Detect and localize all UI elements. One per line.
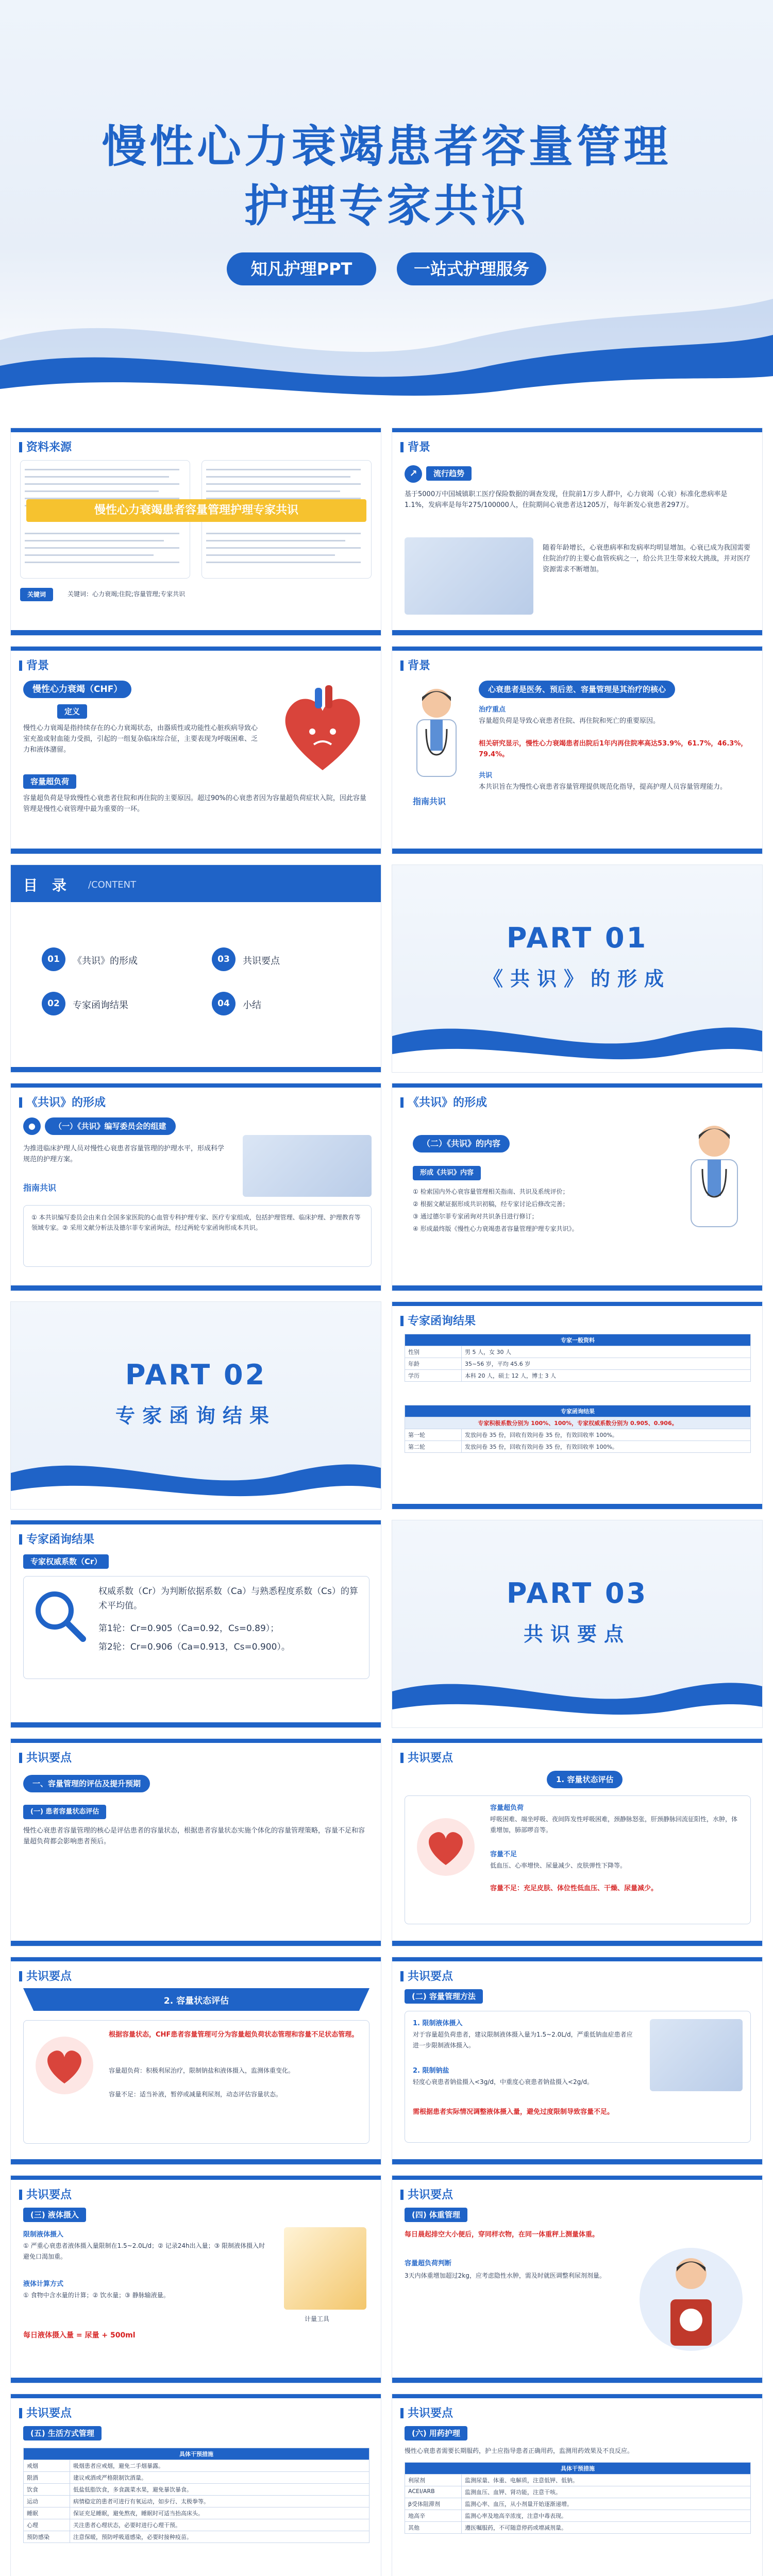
slide-footer [11,2159,381,2164]
table-row: ACEI/ARB 监测血压、血钾、肾功能，注意干咳。 [405,2486,751,2498]
cover-pill-brand[interactable]: 知凡护理PPT [227,252,376,285]
table-row: 饮食 低盐低脂饮食，多食蔬菜水果，避免暴饮暴食。 [24,2484,369,2496]
key4-heading: (二) 容量管理方法 [405,1989,483,2004]
table-row: 睡眠 保证充足睡眠，避免熬夜，睡眠时可适当抬高床头。 [24,2507,369,2519]
table-row: 利尿剂 监测尿量、体重、电解质，注意低钾、低钠。 [405,2475,751,2486]
guideline-text-1: 容量超负荷是导致心衰患者住院、再住院和死亡的重要原因。 [479,717,660,725]
section-title: 共识要点 [19,1968,72,1984]
slide-background-chf[interactable] [10,646,381,854]
slide-key-points-6[interactable] [392,2175,763,2383]
slide-footer [11,849,381,854]
table-row: β受体阻滞剂 监测心率、血压，从小剂量开始逐渐递增。 [405,2498,751,2510]
slide-topbar [392,2176,762,2180]
content-row-2: ② 根据文献证据形成共识初稿，经专家讨论后修改完善； [413,1200,569,1208]
source-banner: 慢性心力衰竭患者容量管理护理专家共识 [26,499,366,522]
toc-number-3[interactable]: 03 [212,947,236,971]
part-wave [392,1005,762,1072]
slide-key-points-1[interactable] [10,1738,381,1946]
key5-red-text: 每日液体摄入量 = 尿量 + 500ml [23,2331,136,2340]
magnifier-icon [31,1587,88,1644]
slide-footer [392,2159,762,2164]
heart-hand-icon [415,1816,477,1878]
toc-title: 目 录 [23,877,67,894]
committee-tag: 指南共识 [23,1183,57,1193]
toc-item-4[interactable]: 小结 [243,1000,261,1011]
slide-key-points-7[interactable] [10,2394,381,2576]
slide-toc[interactable] [10,865,381,1073]
table-row: 第一轮 发放问卷 35 份，回收有效问卷 35 份，有效回收率 100%。 [405,1429,751,1441]
expert-table [405,1334,751,1382]
guideline-tag: 指南共识 [413,796,446,806]
slide-footer [392,1285,762,1291]
part-wave [11,1442,381,1509]
slide-part-01[interactable] [392,865,763,1073]
source-caption: 关键词：心力衰竭;住院;容量管理;专家共识 [68,590,186,598]
slide-topbar [392,1083,762,1088]
group-icon: ● [23,1117,41,1135]
toc-item-3[interactable]: 共识要点 [243,956,280,967]
lifestyle-table [23,2448,369,2543]
content-row-1: ① 检索国内外心衰容量管理相关指南、共识及系统评价； [413,1188,569,1195]
authority-round-2: 第2轮：Cr=0.906（Ca=0.913，Cs=0.900）。 [98,1642,290,1652]
key2-red-text: 容量不足：充足皮肤、体位性低血压、干燥、尿量减少。 [490,1885,658,1892]
expert-result-table [405,1405,751,1453]
slide-formation-committee[interactable] [10,1083,381,1291]
key8-heading: (六) 用药护理 [405,2426,467,2441]
toc-number-1[interactable]: 01 [42,947,65,971]
slide-topbar [392,1739,762,1743]
key6-text-1: 每日晨起排空大小便后，穿同样衣物，在同一体重秤上测量体重。 [405,2231,599,2239]
content-row-3: ③ 通过德尔菲专家函询对共识条目进行修订； [413,1213,538,1220]
key5-heading: (三) 液体摄入 [23,2208,86,2222]
scale-illustration [634,2243,748,2356]
section-title: 共识要点 [400,1749,453,1765]
key5-sub-2: 液体计算方式 [23,2280,64,2288]
measuring-cup-photo [284,2227,366,2310]
section-title: 《共识》的形成 [400,1094,487,1110]
slide-topbar [392,428,762,432]
slide-key-points-4[interactable] [392,1957,763,2165]
expert-result-title: 专家函询结果 [405,1405,751,1417]
table-row: 限酒 建议戒酒或严格限制饮酒量。 [24,2472,369,2484]
slide-topbar [11,1520,381,1524]
cover-title-line1: 慢性心力衰竭患者容量管理 [102,121,671,173]
key4-text-2: 轻度心衰患者钠盐摄入<3g/d，中重度心衰患者钠盐摄入<2g/d。 [413,2078,593,2086]
committee-text: 为推进临床护理人员对慢性心衰患者容量管理的护理水平，形成科学规范的护理方案。 [23,1145,225,1163]
table-row: 性别 男 5 人，女 30 人 [405,1346,751,1358]
heart-care-icon [33,2035,95,2096]
part-name: 《共识》的形成 [483,968,671,990]
authority-heading: 专家权威系数（Cr） [23,1554,109,1569]
doctor-illustration [406,683,467,786]
slide-footer [11,1722,381,1727]
slide-key-points-5[interactable] [10,2175,381,2383]
part-wave [392,1660,762,1727]
slide-footer [11,2378,381,2383]
slide-footer [11,1067,381,1072]
section-title: 共识要点 [19,1749,72,1765]
slide-formation-content[interactable] [392,1083,763,1291]
table-row: 运动 病情稳定的患者可进行有氧运动，如步行、太极拳等。 [24,2496,369,2507]
slide-topbar [11,428,381,432]
section-title: 背景 [400,438,430,454]
authority-intro: 权威系数（Cr）为判断依据系数（Ca）与熟悉程度系数（Cs）的算术平均值。 [98,1586,358,1611]
slide-authority-coefficient[interactable] [10,1520,381,1728]
slide-part-02[interactable] [10,1301,381,1510]
toc-subtitle: /CONTENT [88,879,137,890]
toc-item-2[interactable]: 专家函询结果 [73,1000,128,1011]
chf-definition-label: 定义 [57,704,87,719]
toc-number-2[interactable]: 02 [42,992,65,1015]
part-name: 共识要点 [523,1623,631,1646]
key5-sub-1: 限制液体摄入 [23,2231,64,2239]
slide-topbar [11,1739,381,1743]
guideline-text-2: 本共识旨在为慢性心衰患者容量管理提供规范化指导，提高护理人员容量管理能力。 [479,783,727,791]
key5-text-1: ① 严重心衰患者液体摄入量限制在1.5~2.0L/d；② 记录24h出入量；③ 限制液体摄入时避免口渴加重。 [23,2242,265,2260]
slide-footer [392,630,762,635]
slide-background-guideline[interactable] [392,646,763,854]
slide-footer [392,849,762,854]
key2-sub-2: 容量不足 [490,1851,517,1858]
source-tag: 关键词 [20,588,53,601]
key3-text-2: 容量超负荷：积极利尿治疗，限制钠盐和液体摄入，监测体重变化。 [109,2067,295,2074]
authority-round-1: 第1轮：Cr=0.905（Ca=0.92，Cs=0.89）； [98,1623,279,1634]
content-sub: 形成《共识》内容 [413,1166,481,1180]
trend-paragraph-2: 随着年龄增长，心衰患病率和发病率均明显增加。心衰已成为我国需要住院治疗的主要心血管疾病之一，给公共卫生带来较大挑战，并对医疗资源需求不断增加。 [543,544,751,573]
slide-footer [392,1504,762,1509]
trend-icon: ↗ [405,465,422,483]
tablet-photo [243,1135,372,1197]
section-title: 专家函询结果 [400,1312,476,1328]
table-row: 心理 关注患者心理状态，必要时进行心理干预。 [24,2519,369,2531]
table-row: 其他 遵医嘱服药，不可随意停药或增减剂量。 [405,2522,751,2534]
cover-slide [0,0,773,412]
part-number: PART 01 [506,922,648,954]
table-row: 戒烟 吸烟患者应戒烟，避免二手烟暴露。 [24,2460,369,2472]
key2-sub-1: 容量超负荷 [490,1804,524,1812]
slide-part-03[interactable] [392,1520,763,1728]
part-name: 专家函询结果 [115,1404,276,1427]
slide-topbar [11,647,381,651]
slide-topbar [11,1083,381,1088]
key6-text-2: 3天内体重增加超过2kg，应考虑隐性水肿，需及时就医调整利尿剂剂量。 [405,2272,606,2279]
table-row: 预防感染 注意保暖，预防呼吸道感染，必要时接种疫苗。 [24,2531,369,2543]
content-heading: （二）《共识》的内容 [413,1135,510,1153]
table-row: 第二轮 发放问卷 35 份，回收有效问卷 35 份，有效回收率 100%。 [405,1441,751,1453]
table-row: 学历 本科 20 人，硕士 12 人，博士 3 人 [405,1370,751,1382]
slide-topbar [392,2394,762,2398]
section-title: 背景 [400,657,430,673]
slide-footer [11,1941,381,1946]
food-photo [650,2019,743,2091]
content-row-4: ④ 形成最终版《慢性心力衰竭患者容量管理护理专家共识》。 [413,1225,578,1232]
table-row: 年龄 35~56 岁，平均 45.6 岁 [405,1358,751,1370]
key1-text: 慢性心衰患者容量管理的核心是评估患者的容量状态，根据患者容量状态实施个体化的容量管理策略，容量不足和容量超负荷都会影响患者预后。 [23,1827,365,1845]
guideline-heading: 心衰患者是医务、预后差、容量管理是其治疗的核心 [479,681,675,698]
key2-heading: 1. 容量状态评估 [547,1771,623,1788]
key6-sub: 容量超负荷判断 [405,2260,452,2267]
expert-note: 专家积极系数分别为 100%、100%，专家权威系数分别为 0.905、0.906。 [405,1417,751,1429]
slide-key-points-3[interactable] [10,1957,381,2165]
key1-sub: (一) 患者容量状态评估 [23,1805,106,1819]
key3-text-3: 容量不足：适当补液，暂停或减量利尿剂，动态评估容量状态。 [109,2091,282,2098]
key5-image-label: 计量工具 [305,2315,330,2323]
slide-key-points-8[interactable] [392,2394,763,2576]
slide-topbar [11,1957,381,1961]
guideline-sub-1: 治疗重点 [479,706,506,714]
cover-pill-service[interactable]: 一站式护理服务 [397,252,546,285]
slide-topbar [11,2176,381,2180]
key4-sub-1: 1. 限制液体摄入 [413,2020,463,2027]
toc-item-1[interactable]: 《共识》的形成 [73,956,138,967]
key3-heading: 2. 容量状态评估 [163,1996,229,2006]
trend-paragraph-1: 基于5000万中国城镇职工医疗保险数据的调查发现，住院前1万步人群中，心力衰竭（心衰）标准化患病率是1.1%，发病率是每年275/100000人，住院期间心衰患者达1205万，每年新发心衰患者297万。 [405,490,728,509]
section-title: 背景 [19,657,49,673]
chf-overload-text: 容量超负荷是导致慢性心衰患者住院和再住院的主要原因。超过90%的心衰患者因为容量超负荷症状入院，因此容量管理是慢性心衰管理中最为重要的一环。 [23,794,366,813]
heart-illustration [279,683,366,781]
key4-sub-2: 2. 限制钠盐 [413,2067,449,2075]
key4-text-1: 对于容量超负荷患者，建议限制液体摄入量为1.5~2.0L/d，严重低钠血症患者应进一步限制液体摄入。 [413,2031,633,2049]
slide-background-trend[interactable] [392,428,763,636]
key6-heading: (四) 体重管理 [405,2208,467,2222]
chf-definition-text: 慢性心力衰竭是指持续存在的心力衰竭状态，由器质性或功能性心脏疾病导致心室充盈或射血能力受损，引起的一组复杂临床综合征，主要表现为呼吸困难、乏力和液体潴留。 [23,724,258,754]
section-title: 共识要点 [19,2404,72,2420]
trend-heading: 流行趋势 [426,466,472,481]
key4-red-text: 需根据患者实际情况调整液体摄入量，避免过度限制导致容量不足。 [413,2108,614,2116]
section-title: 资料来源 [19,438,72,454]
doctor-illustration [681,1120,748,1233]
slide-topbar [392,1957,762,1961]
table-row: 地高辛 监测心率及地高辛浓度，注意中毒表现。 [405,2510,751,2522]
committee-detail: ① 本共识编写委员会由来自全国多家医院的心血管专科护理专家、医疗专家组成，包括护理管理、临床护理、护理教育等领域专家。② 采用文献分析法及德尔菲专家函询法，经过两轮专家函询形成本共识。 [31,1214,361,1231]
section-title: 共识要点 [400,2404,453,2420]
key3-text-1: 根据容量状态，CHF患者容量管理可分为容量超负荷状态管理和容量不足状态管理。 [109,2031,359,2039]
guideline-red-text: 相关研究显示，慢性心力衰竭患者出院后1年内再住院率高达53.9%，61.7%，46.3%，79.4%。 [479,740,748,758]
lifestyle-table-title: 具体干预措施 [24,2448,369,2460]
medication-table [405,2462,751,2534]
toc-number-4[interactable]: 04 [212,992,236,1015]
hospital-photo [405,537,533,615]
slide-topbar [392,1302,762,1306]
section-title: 《共识》的形成 [19,1094,106,1110]
section-title: 共识要点 [19,2186,72,2202]
slide-topbar [392,647,762,651]
section-title: 共识要点 [400,1968,453,1984]
slide-footer [11,630,381,635]
slide-expert-results[interactable] [392,1301,763,1510]
slide-footer [11,1285,381,1291]
guideline-sub-2: 共识 [479,772,493,779]
part-number: PART 03 [506,1577,648,1609]
cover-title-line2: 护理专家共识 [244,180,529,232]
expert-table-title: 专家一般资料 [405,1334,751,1346]
key8-intro: 慢性心衰患者需要长期服药，护士应指导患者正确用药，监测用药效果及不良反应。 [405,2447,634,2454]
key1-heading: 一、容量管理的评估及提升预期 [23,1775,150,1792]
key7-heading: (五) 生活方式管理 [23,2426,102,2441]
key2-text-2: 低血压、心率增快、尿量减少、皮肤弹性下降等。 [490,1862,627,1869]
committee-heading: （一）《共识》编写委员会的组建 [45,1117,176,1135]
cover-wave [0,278,773,412]
key5-text-2: ① 食物中含水量的计算；② 饮水量；③ 静脉输液量。 [23,2292,170,2299]
section-title: 共识要点 [400,2186,453,2202]
medication-table-title: 具体干预措施 [405,2463,751,2475]
section-title: 专家函询结果 [19,1531,94,1547]
slide-topbar [11,2394,381,2398]
slide-source[interactable] [10,428,381,636]
slide-footer [392,1941,762,1946]
key2-text-1: 呼吸困难、端坐呼吸、夜间阵发性呼吸困难，颈静脉怒张，肝颈静脉回流征阳性，水肿，体重增加，肺部啰音等。 [490,1816,738,1834]
chf-overload-label: 容量超负荷 [23,774,76,789]
chf-heading: 慢性心力衰竭（CHF） [23,681,131,698]
slide-key-points-2[interactable] [392,1738,763,1946]
part-number: PART 02 [125,1359,267,1391]
slide-footer [392,2378,762,2383]
